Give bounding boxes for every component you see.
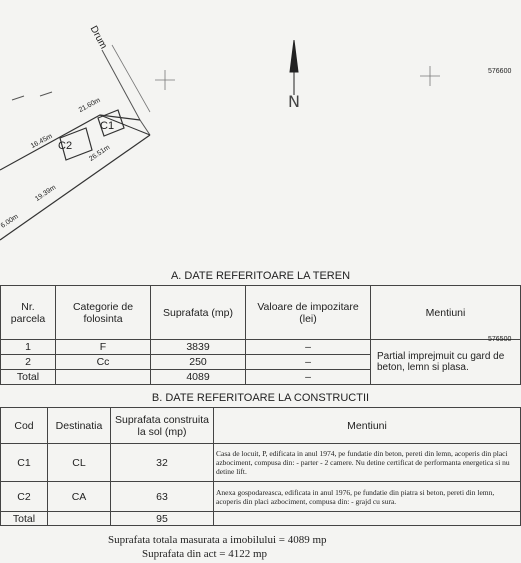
cell: CA: [48, 482, 111, 512]
cell: Total: [1, 512, 48, 526]
table-row: [1, 444, 521, 482]
tick: [12, 96, 24, 100]
cell: Anexa gospodareasca, edificata in anul 1976, pe fundatie din piatra si beton, pereti din lemn, acoperis din placi azbociment, compusa din: - grajd cu sura.: [214, 482, 521, 512]
deed-area-line: Suprafata din act = 4122 mp: [142, 548, 268, 560]
cell: 4089: [151, 370, 246, 385]
cell: CL: [48, 444, 111, 482]
coord-top: 576600: [488, 68, 512, 75]
cell: –: [246, 340, 371, 355]
table-row: [1, 340, 521, 355]
land-table: [0, 285, 521, 385]
distance-label: 26.51m: [88, 144, 112, 163]
cell: C1: [1, 444, 48, 482]
section-a-title: A. DATE REFERITOARE LA TEREN: [170, 270, 351, 282]
cadastral-sketch: [0, 0, 521, 268]
col-header: Suprafata construita la sol (mp): [111, 408, 214, 444]
parcel-c1-label: C1: [100, 120, 115, 132]
cell: [214, 512, 521, 526]
col-header: Mentiuni: [214, 408, 521, 444]
coord-mid: 576500: [488, 336, 512, 343]
cell: 32: [111, 444, 214, 482]
cell: –: [246, 370, 371, 385]
parcel-c2-label: C2: [58, 140, 73, 152]
total-row: [1, 512, 521, 526]
col-header: Valoare de impozitare (lei): [246, 286, 371, 340]
col-header: Suprafata (mp): [151, 286, 246, 340]
north-label: N: [288, 92, 300, 111]
distance-label: 19.39m: [34, 184, 58, 203]
cell: 250: [151, 355, 246, 370]
cell: 2: [1, 355, 56, 370]
cell: F: [56, 340, 151, 355]
col-header: Mentiuni: [371, 286, 521, 340]
distance-label: 21.60m: [77, 96, 102, 115]
cell: [56, 370, 151, 385]
total-area-line: Suprafata totala masurata a imobilului = 4089 mp: [108, 534, 327, 546]
distance-label: 6.00m: [0, 213, 20, 230]
cell: C2: [1, 482, 48, 512]
road-label: Drum: [87, 24, 109, 51]
cell: –: [246, 355, 371, 370]
col-header: Categorie de folosinta: [56, 286, 151, 340]
cell: Cc: [56, 355, 151, 370]
cell: 3839: [151, 340, 246, 355]
distance-label: 16.45m: [29, 132, 54, 151]
col-header: Cod: [1, 408, 48, 444]
cell: [48, 512, 111, 526]
mentiuni-cell: Partial imprejmuit cu gard de beton, lemn si plasa.: [371, 340, 521, 385]
cell: Total: [1, 370, 56, 385]
table-row: [1, 482, 521, 512]
cell: 63: [111, 482, 214, 512]
col-header: Destinatia: [48, 408, 111, 444]
cell: 95: [111, 512, 214, 526]
cell: Casa de locuit, P, edificata in anul 1974, pe fundatie din beton, pereti din lemn, acoperis din placi azbociment, compusa din: - parter - 2 camere. Nu detine certificat de performanta energetica si nu detine lift.: [214, 444, 521, 482]
tick: [40, 92, 52, 96]
col-header: Nr. parcela: [1, 286, 56, 340]
constructions-table: [0, 407, 521, 526]
cell: 1: [1, 340, 56, 355]
section-b-title: B. DATE REFERITOARE LA CONSTRUCTII: [151, 392, 370, 404]
parcel-boundary: [0, 132, 150, 240]
north-arrow: [290, 40, 298, 95]
